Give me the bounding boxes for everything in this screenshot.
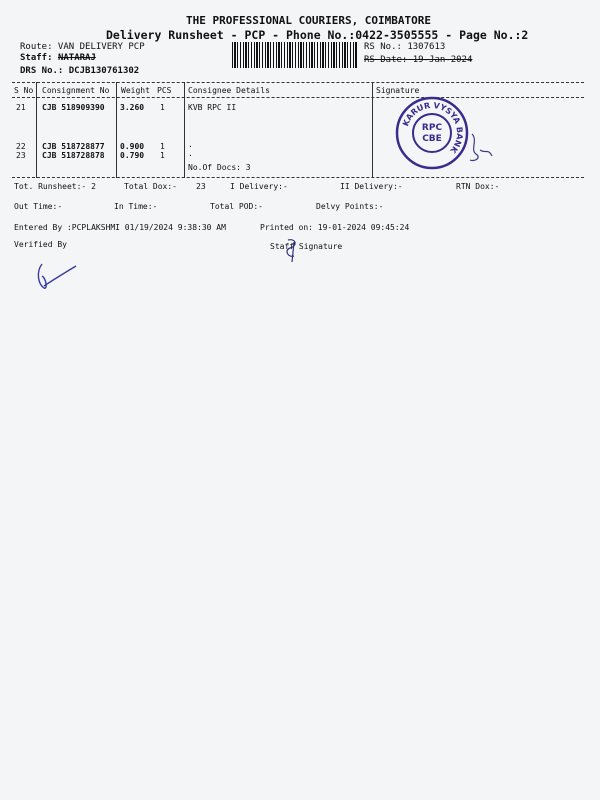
total-pod: Total POD:- bbox=[210, 202, 263, 211]
row-pcs: 1 bbox=[160, 142, 165, 151]
stamp-outer-text: KARUR VYSYA BANK bbox=[401, 100, 465, 155]
total-dox-label: Total Dox:- bbox=[124, 182, 177, 191]
row-consignee: . bbox=[188, 140, 193, 149]
entered-by: Entered By :PCPLAKSHMI 01/19/2024 9:38:30 AM bbox=[14, 223, 226, 232]
col-header-weight: Weight bbox=[121, 86, 150, 95]
docs-count: No.Of Docs: 3 bbox=[188, 163, 251, 172]
i-delivery: I Delivery:- bbox=[230, 182, 288, 191]
bank-stamp bbox=[395, 96, 469, 170]
rtn-dox: RTN Dox:- bbox=[456, 182, 500, 191]
row-weight: 0.900 bbox=[120, 142, 145, 151]
row-consignee: KVB RPC II bbox=[188, 103, 237, 112]
table-bottom-divider bbox=[12, 177, 584, 178]
stamp-inner-bottom: CBE bbox=[422, 134, 442, 144]
out-time: Out Time:- bbox=[14, 202, 63, 211]
row-weight: 0.790 bbox=[120, 151, 145, 160]
printed-on: Printed on: 19-01-2024 09:45:24 bbox=[260, 223, 410, 232]
table-top-divider bbox=[12, 82, 584, 83]
col-header-sno: S No bbox=[14, 86, 34, 95]
row-sno: 23 bbox=[16, 151, 26, 160]
col-header-pcs: PCS bbox=[157, 86, 172, 95]
route-text: Route: VAN DELIVERY PCP bbox=[20, 42, 145, 52]
row-sno: 21 bbox=[16, 103, 26, 112]
ii-delivery: II Delivery:- bbox=[340, 182, 403, 191]
row-weight: 3.260 bbox=[120, 103, 145, 112]
col-header-consignee: Consignee Details bbox=[188, 86, 270, 95]
staff-field bbox=[20, 53, 96, 63]
table-header-divider bbox=[12, 97, 584, 98]
receiver-signature bbox=[466, 130, 496, 166]
in-time: In Time:- bbox=[114, 202, 158, 211]
stamp-inner-top: RPC bbox=[421, 123, 443, 133]
tot-runsheet: Tot. Runsheet:- 2 bbox=[14, 182, 96, 191]
drs-number: DRS No.: DCJB130761302 bbox=[20, 66, 140, 76]
company-title: THE PROFESSIONAL COURIERS, COIMBATORE bbox=[186, 14, 432, 27]
row-pcs: 1 bbox=[160, 151, 165, 160]
verified-signature bbox=[32, 258, 80, 294]
row-consignee: . bbox=[188, 149, 193, 158]
staff-signature-scribble bbox=[282, 236, 306, 264]
row-consignment: CJB 518728877 bbox=[42, 142, 105, 151]
runsheet-subtitle: Delivery Runsheet - PCP - Phone No.:0422-3505555 - Page No.:2 bbox=[106, 28, 529, 42]
col-header-consignment: Consignment No bbox=[42, 86, 110, 95]
staff-label: Staff: bbox=[20, 53, 53, 63]
verified-by: Verified By bbox=[14, 240, 67, 249]
barcode bbox=[232, 42, 358, 68]
row-consignment: CJB 518728878 bbox=[42, 151, 105, 160]
rs-number: RS No.: 1307613 bbox=[364, 42, 446, 52]
rs-date: RS Date: 19-Jan-2024 bbox=[364, 55, 473, 65]
col-header-signature: Signature bbox=[376, 86, 420, 95]
delvy-points: Delvy Points:- bbox=[316, 202, 384, 211]
row-pcs: 1 bbox=[160, 103, 165, 112]
total-dox-value: 23 bbox=[196, 182, 206, 191]
row-sno: 22 bbox=[16, 142, 26, 151]
staff-signature-label: Staff Signature bbox=[270, 242, 343, 251]
row-consignment: CJB 518909390 bbox=[42, 103, 105, 112]
staff-name: NATARAJ bbox=[57, 53, 96, 63]
